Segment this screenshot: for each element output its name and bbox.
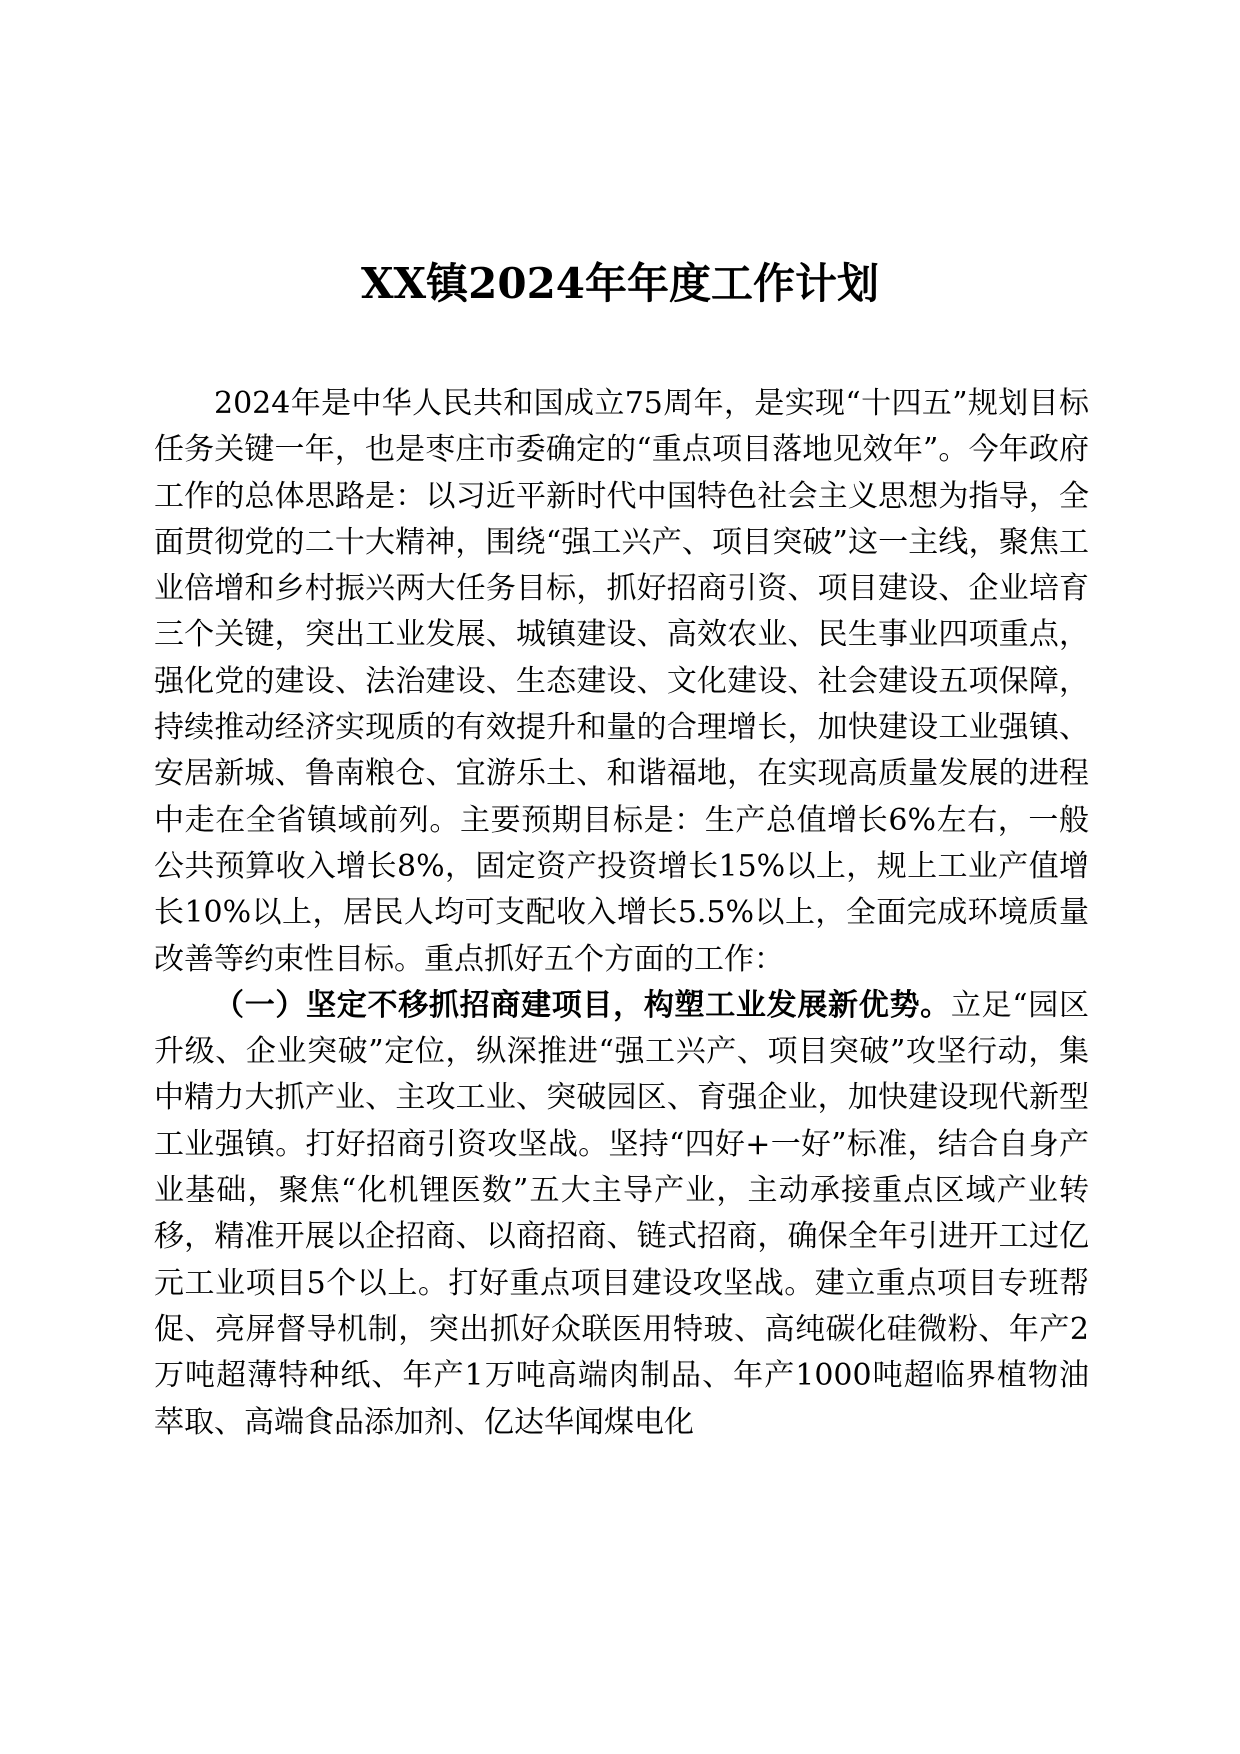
paragraph-intro-text: 2024年是中华人民共和国成立75周年，是实现“十四五”规划目标任务关键一年，也是枣庄市委确定的“重点项目落地见效年”。今年政府工作的总体思路是：以习近平新时代中国特色社会主义思想为指导，全面贯彻党的二十大精神，围绕“强工兴产、项目突破”这一主线，聚焦工业倍增和乡村振兴两大任务目标，抓好招商引资、项目建设、企业培育三个关键，突出工业发展、城镇建设、高效农业、民生事业四项重点，强化党的建设、法治建设、生态建设、文化建设、社会建设五项保障，持续推动经济实现质的有效提升和量的合理增长，加快建设工业强镇、安居新城、鲁南粮仓、宜游乐土、和谐福地，在实现高质量发展的进程中走在全省镇域前列。主要预期目标是：生产总值增长6%左右，一般公共预算收入增长8%，固定资产投资增长15%以上，规上工业产值增长10%以上，居民人均可支配收入增长5.5%以上，全面完成环境质量改善等约束性目标。重点抓好五个方面的工作：	[154, 386, 1089, 977]
paragraph-section-1	[154, 983, 1089, 1446]
document-title: XX镇2024年年度工作计划	[360, 259, 880, 308]
section-1-text: 立足“园区升级、企业突破”定位，纵深推进“强工兴产、项目突破”攻坚行动，集中精力大抓产业、主攻工业、突破园区、育强企业，加快建设现代新型工业强镇。打好招商引资攻坚战。坚持“四好+一好”标准，结合自身产业基础，聚焦“化机锂医数”五大主导产业，主动承接重点区域产业转移，精准开展以企招商、以商招商、链式招商，确保全年引进开工过亿元工业项目5个以上。打好重点项目建设攻坚战。建立重点项目专班帮促、亮屏督导机制，突出抓好众联医用特玻、高纯碳化硅微粉、年产2万吨超薄特种纸、年产1万吨高端肉制品、年产1000吨超临界植物油萃取、高端食品添加剂、亿达华闻煤电化	[154, 987, 1090, 1440]
paragraph-intro	[154, 381, 1089, 983]
document-body	[154, 381, 1089, 1446]
section-1-heading: （一）坚定不移抓招商建项目，构塑工业发展新优势。	[214, 987, 951, 1023]
